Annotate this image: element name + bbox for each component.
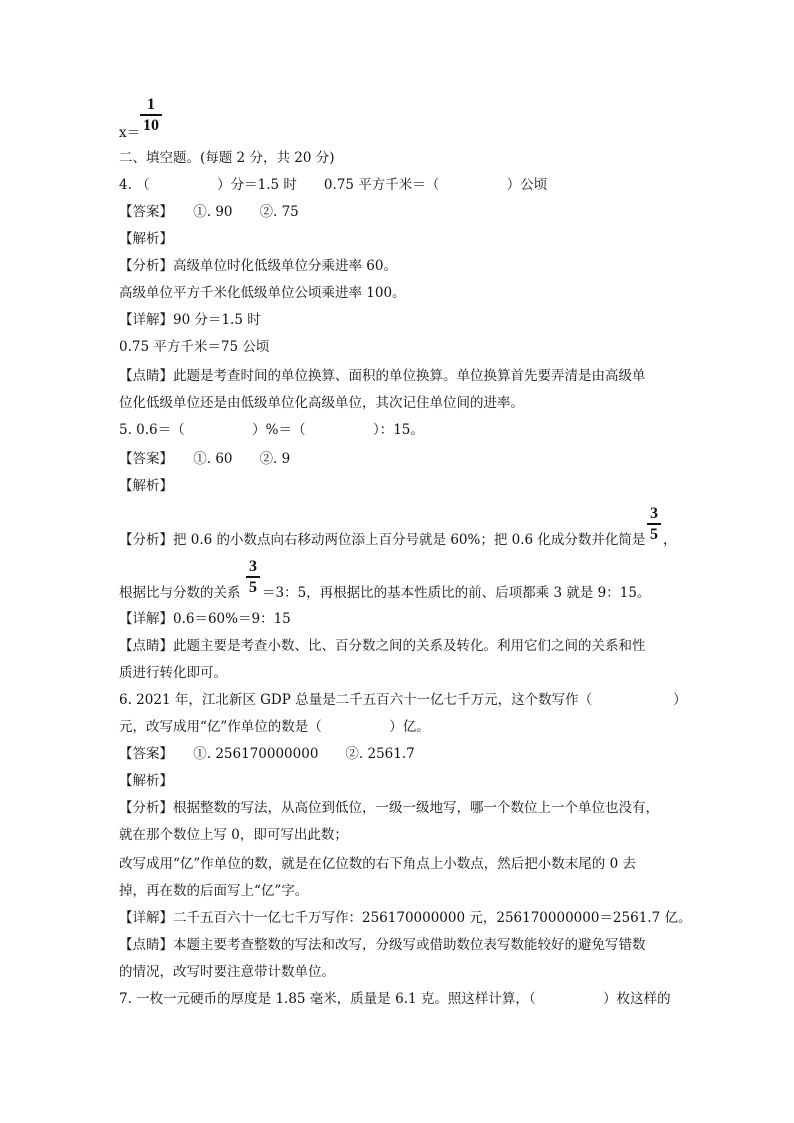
fraction-prefix: x＝ (119, 125, 141, 141)
q6-fenxi-2: 就在那个数位上写 0，即可写出此数； (119, 827, 348, 843)
q7-stem: 7. 一枚一元硬币的厚度是 1.85 毫米，质量是 6.1 克。照这样计算，（ ）枚这样的 (119, 991, 671, 1007)
q6-jiexi: 【解析】 (119, 773, 173, 789)
q5-fenxi-1: 【分析】把 0.6 的小数点向右移动两位添上百分号就是 60%；把 0.6 化成分数并化简是 (119, 532, 646, 548)
q5-fraction-b-denominator: 5 (249, 578, 257, 596)
q5-fenxi-2-post: ＝3：5，再根据比的基本性质比的前、后项都乘 3 就是 9：15。 (262, 585, 651, 601)
q4-fenxi-2: 高级单位平方千米化低级单位公顷乘进率 100。 (119, 285, 406, 301)
fraction-one-tenth (140, 96, 162, 134)
q4-xiangjie-2: 0.75 平方千米＝75 公顷 (119, 339, 270, 355)
q5-fenxi-2-pre: 根据比与分数的关系 (119, 585, 241, 601)
fraction-denominator: 10 (143, 116, 159, 134)
q6-fenxi-1: 【分析】根据整数的写法，从高位到低位，一级一级地写，哪一个数位上一个单位也没有， (119, 800, 659, 816)
q4-jiexi: 【解析】 (119, 231, 173, 247)
q5-fraction-b (246, 558, 260, 596)
q4-fenxi-1: 【分析】高级单位时化低级单位分乘进率 60。 (119, 258, 397, 274)
q5-fraction-a-numerator: 3 (650, 505, 658, 522)
q4-xiangjie-1: 【详解】90 分＝1.5 时 (119, 312, 261, 328)
q5-stem: 5. 0.6＝（ ）%＝（ ）：15。 (119, 422, 424, 438)
q5-fraction-a-bar (647, 523, 661, 525)
q6-stem-1: 6. 2021 年，江北新区 GDP 总量是二千五百六十一亿七千万元，这个数写作（ ） (119, 692, 687, 708)
q5-answer: 【答案】 ①. 60 ②. 9 (119, 451, 291, 467)
q5-fraction-b-bar (246, 576, 260, 578)
fraction-bar (140, 114, 162, 116)
q6-stem-2: 元，改写成用“亿”作单位的数是（ ）亿。 (119, 719, 430, 735)
q4-dianjing-1: 【点睛】此题是考查时间的单位换算、面积的单位换算。单位换算首先要弄清是由高级单 (119, 368, 646, 384)
q6-dianjing-1: 【点睛】本题主要考查整数的写法和改写，分级写或借助数位表写数能较好的避免写错数 (119, 937, 646, 953)
q5-jiexi: 【解析】 (119, 478, 173, 494)
q5-dianjing-1: 【点睛】此题主要是考查小数、比、百分数之间的关系及转化。利用它们之间的关系和性 (119, 638, 646, 654)
q5-fenxi-1-tail: ， (663, 532, 677, 548)
q4-answer: 【答案】 ①. 90 ②. 75 (119, 204, 299, 220)
q5-fraction-b-numerator: 3 (249, 558, 257, 575)
q6-answer: 【答案】 ①. 256170000000 ②. 2561.7 (119, 746, 415, 762)
q5-xiangjie: 【详解】0.6＝60%＝9：15 (119, 611, 291, 627)
q6-fenxi-4: 掉，再在数的后面写上“亿”字。 (119, 883, 309, 899)
q4-dianjing-2: 位化低级单位还是由低级单位化高级单位，其次记住单位间的进率。 (119, 395, 524, 411)
section-heading: 二、填空题。(每题 2 分，共 20 分) (119, 150, 335, 166)
fraction-numerator: 1 (147, 96, 155, 113)
q6-fenxi-3: 改写成用“亿”作单位的数，就是在亿位数的右下角点上小数点，然后把小数末尾的 0 去 (119, 856, 636, 872)
q6-xiangjie: 【详解】二千五百六十一亿七千万写作：256170000000 元，256170000000＝2561.7 亿。 (119, 910, 692, 926)
q5-dianjing-2: 质进行转化即可。 (119, 665, 227, 681)
q6-dianjing-2: 的情况，改写时要注意带计数单位。 (119, 964, 335, 980)
q4-stem: 4. （ ）分＝1.5 时 0.75 平方千米＝（ ）公顷 (119, 177, 548, 193)
q5-fraction-a-denominator: 5 (650, 525, 658, 543)
q5-fraction-a (647, 505, 661, 543)
